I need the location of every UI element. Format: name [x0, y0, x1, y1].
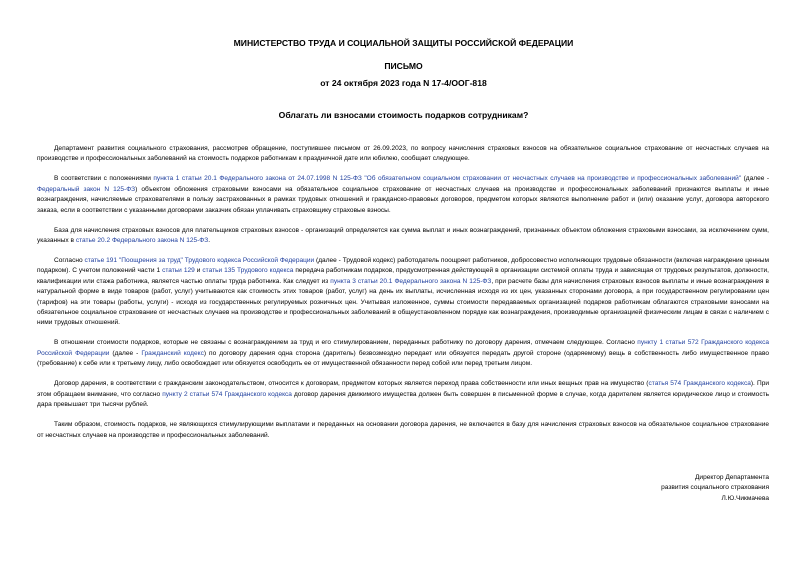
law-link[interactable]: пункта 3 статьи 20.1 Федерального закона N 125-ФЗ	[330, 277, 492, 285]
law-link[interactable]: Федеральный закон N 125-ФЗ	[37, 185, 136, 193]
document-date-number: от 24 октября 2023 года N 17-4/ООГ-818	[320, 78, 487, 88]
ministry-heading: МИНИСТЕРСТВО ТРУДА И СОЦИАЛЬНОЙ ЗАЩИТЫ РОССИЙСКОЙ ФЕДЕРАЦИИ	[233, 38, 574, 48]
signature-position: Директор Департамента	[695, 474, 769, 481]
paragraph-4: Согласно статье 191 "Поощрения за труд" Трудового кодекса Российской Федерации (далее - Трудовой кодекс) работодатель поощряет работников, добросовестно исполняющих трудовые обязанности (включая награждение ценным подарком). С учетом положений части 1 статьи 129 и статьи 135 Трудового кодекса передача работникам подарков, предусмотренная действующей в организации системой оплаты труда и зависящая от трудовых результатов, должности, квалификации или стажа работника, является частью оплаты труда работника. Как следует из пункта 3 статьи 20.1 Федерального закона N 125-ФЗ, при расчете базы для начисления страховых взносов выплаты и иные вознаграждения в натуральной форме в виде товаров (работ, услуг) учитываются как стоимость этих товаров (работ, услуг) на день их выплаты, исчисленная исходя из их цен, указанных сторонами договора, а при государственном регулировании цен (тарифов) на эти товары (работы, услуги) - исходя из государственных регулируемых розничных цен. Учитывая изложенное, суммы стоимости передаваемых организацией подарков работникам облагаются страховыми взносами на обязательное социальное страхование от несчастных случаев на производстве и профессиональных заболеваний в общеустановленном порядке как вознаграждения, производимые организацией физическим лицам в связи с наличием с ними трудовых отношений.	[37, 257, 769, 327]
paragraph-5: В отношении стоимости подарков, которые не связаны с вознаграждением за труд и его стимулированием, переданных работнику по договору дарения, отмечаем следующее. Согласно пункту 1 статьи 572 Гражданского кодекса Российской Федерации (далее - Гражданский кодекс) по договору дарения одна сторона (даритель) безвозмездно передает или обязуется передать другой стороне (одаряемому) вещь в собственность либо имущественное право (требование) к себе или к третьему лицу, либо освобождает или обязуется освободить ее от имущественной обязанности перед собой или перед третьим лицом.	[37, 339, 769, 368]
paragraph-7: Таким образом, стоимость подарков, не являющихся стимулирующими выплатами и переданных на основании договора дарения, не включается в базу для начисления страховых взносов на обязательное социальное страхование от несчастных случаев на производстве и профессиональных заболеваний.	[37, 421, 769, 439]
law-link[interactable]: статье 20.2 Федерального закона N 125-ФЗ	[75, 237, 209, 245]
paragraph-2: В соответствии с положениями пункта 1 статьи 20.1 Федерального закона от 24.07.1998 N 125-ФЗ "Об обязательном социальном страховании от несчастных случаев на производстве и профессиональных заболеваний" (далее - Федеральный закон N 125-ФЗ) объектом обложения страховыми взносами на обязательное социальное страхование от несчастных случаев на производстве и профессиональных заболеваний признаются выплаты и иные вознаграждения, начисляемые страхователями в пользу застрахованных в рамках трудовых отношений и гражданско-правовых договоров, предметом которых являются выполнение работ и (или) оказание услуг, договора авторского заказа, если в соответствии с указанными договорами заказчик обязан уплачивать страховщику страховые взносы.	[37, 175, 770, 214]
law-link[interactable]: статьи 135 Трудового кодекса	[202, 267, 294, 275]
law-link[interactable]: пункту 2 статьи 574 Гражданского кодекса	[162, 390, 292, 398]
paragraph-3: База для начисления страховых взносов для плательщиков страховых взносов - организаций определяется как сумма выплат и иных вознаграждений, признанных объектом обложения страховыми взносами, за исключением сумм, указанных в статье 20.2 Федерального закона N 125-ФЗ.	[37, 226, 769, 245]
document-type: ПИСЬМО	[384, 61, 423, 71]
law-link[interactable]: пункта 1 статьи 20.1 Федерального закона от 24.07.1998 N 125-ФЗ "Об обязательном социальном страховании от несчастных случаев на производстве и профессиональных заболеваний"	[153, 175, 742, 183]
document-subject: Облагать ли взносами стоимость подарков сотрудникам?	[278, 110, 529, 120]
paragraph-6: Договор дарения, в соответствии с гражданским законодательством, относится к договорам, предметом которых является переход права собственности или иных вещных прав на имущество (статья 574 Гражданского кодекса). При этом обращаем внимание, что согласно пункту 2 статьи 574 Гражданского кодекса договор дарения движимого имущества должен быть совершен в письменной форме в случае, когда дарителем является юридическое лицо и стоимость дара превышает три тысячи рублей.	[37, 380, 769, 409]
law-link[interactable]: статье 191 "Поощрения за труд" Трудового кодекса Российской Федерации	[84, 257, 315, 265]
law-link[interactable]: пункту 1 статьи 572 Гражданского кодекса Российской Федерации	[37, 339, 769, 357]
law-link[interactable]: статья 574 Гражданского кодекса	[648, 380, 751, 388]
signature-name: Л.Ю.Чикмачева	[721, 494, 769, 502]
paragraph-1: Департамент развития социального страхования, рассмотрев обращение, поступившее письмом от 26.09.2023, по вопросу начисления страховых взносов на обязательное социальное страхование от несчастных случаев на производстве и профессиональных заболеваний на стоимость подарков работникам к праздничной дате или юбилею, сообщает следующее.	[37, 145, 769, 163]
law-link[interactable]: Гражданский кодекс	[141, 349, 204, 357]
letter-body	[37, 144, 769, 451]
signature-block	[661, 473, 769, 504]
signature-department: развития социального страхования	[661, 484, 769, 492]
law-link[interactable]: статьи 129	[162, 267, 195, 275]
